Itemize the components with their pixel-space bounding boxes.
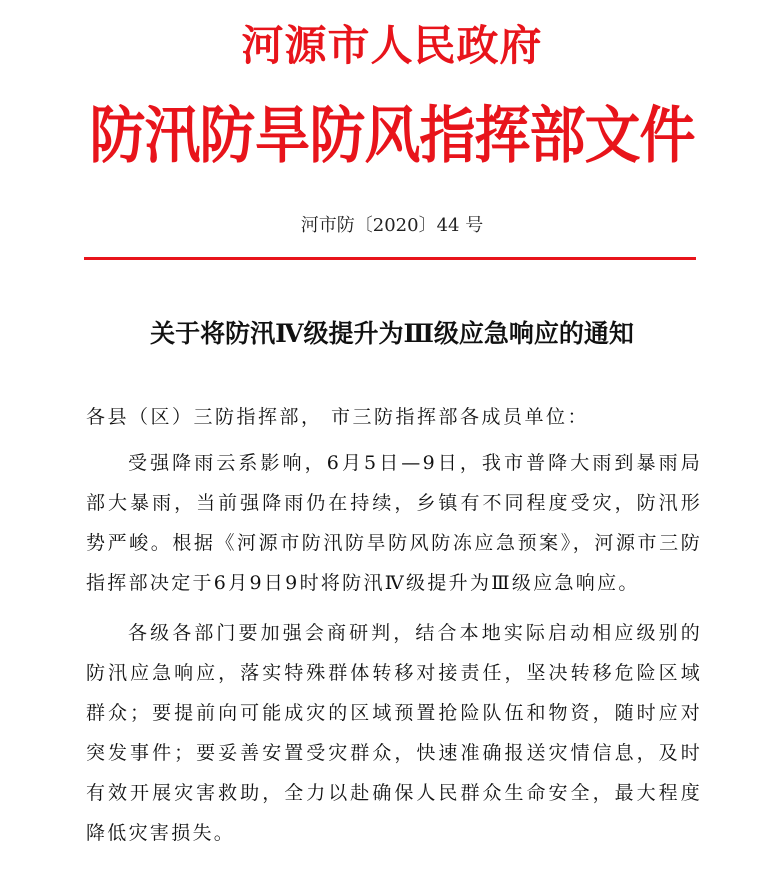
document-number: 河市防〔2020〕44 号: [300, 215, 484, 236]
issuer-name-line1: 河源市人民政府: [241, 21, 543, 70]
red-divider-line: [84, 257, 696, 260]
body-paragraph-1: 受强降雨云系影响，6月5日—9日，我市普降大雨到暴雨局部大暴雨，当前强降雨仍在持续，乡镇有不同程度受灾，防汛形势严峻。根据《河源市防汛防旱防风防冻应急预案》，河源市三防指挥部决定于6月9日9时将防汛Ⅳ级提升为Ⅲ级应急响应。: [86, 452, 702, 594]
salutation: 各县（区）三防指挥部， 市三防指挥部各成员单位：: [86, 406, 590, 428]
body-paragraph-2: 各级各部门要加强会商研判，结合本地实际启动相应级别的防汛应急响应，落实特殊群体转移对接责任，坚决转移危险区域群众；要提前向可能成灾的区域预置抢险队伍和物资，随时应对突发事件；要妥善安置受灾群众，快速准确报送灾情信息，及时有效开展灾害救助，全力以赴确保人民群众生命安全，最大程度降低灾害损失。: [86, 622, 702, 844]
issuer-name-line2: 防汛防旱防风指挥部文件: [89, 99, 695, 173]
notice-title: 关于将防汛Ⅳ级提升为Ⅲ级应急响应的通知: [150, 319, 634, 348]
